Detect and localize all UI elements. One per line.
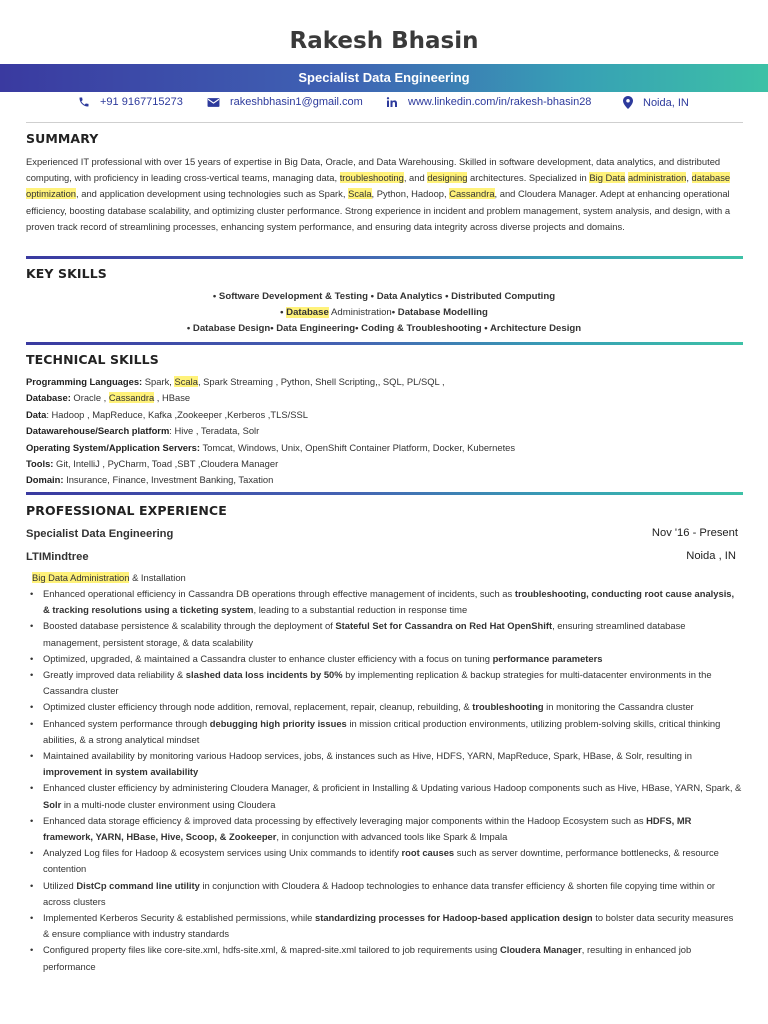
location-pin-icon xyxy=(623,96,633,109)
phone-number: +91 9167715273 xyxy=(100,96,183,108)
highlight: troubleshooting xyxy=(339,172,404,184)
contact-phone[interactable] xyxy=(78,96,183,108)
highlight: Database xyxy=(286,307,329,318)
list-item: • Configured property files like core-site.xml, hdfs-site.xml, & mapred-site.xml tailored to job requirements using Cloudera Manager, resulting in enhanced job performance xyxy=(30,942,742,974)
highlight: Scala xyxy=(174,376,198,387)
contact-bar xyxy=(0,96,768,114)
highlight: Big Data xyxy=(32,572,68,583)
section-divider xyxy=(26,492,743,495)
linkedin-icon xyxy=(386,96,398,108)
section-divider xyxy=(26,256,743,259)
experience-bullets xyxy=(30,586,742,975)
highlight: designing xyxy=(427,172,468,184)
company-name: LTIMindtree xyxy=(26,551,89,563)
skill-row: Database: Oracle , Cassandra , HBase xyxy=(26,392,191,404)
key-skills-heading: KEY SKILLS xyxy=(26,266,107,281)
highlight: database optimization xyxy=(26,172,731,200)
candidate-name: Rakesh Bhasin xyxy=(289,28,479,54)
job-location: Noida , IN xyxy=(686,550,736,562)
key-skills-line: • Database Administration• Database Modelling xyxy=(280,307,488,318)
email-address: rakeshbhasin1@gmail.com xyxy=(230,96,363,108)
technical-skills-heading: TECHNICAL SKILLS xyxy=(26,352,159,367)
highlight: administration xyxy=(627,172,687,184)
job-title: Specialist Data Engineering xyxy=(26,528,174,540)
role-subheading: Big Data Administration & Installation xyxy=(32,572,186,583)
highlight: Big Data xyxy=(589,172,626,184)
list-item: • Enhanced system performance through debugging high priority issues in mission critical production environments, utilizing problem-solving skills, critical thinking abilities, & a strong analytical mindset xyxy=(30,716,742,748)
list-item: • Optimized cluster efficiency through node addition, removal, replacement, repair, cleanup, rebuilding, & troubleshooting in monitoring the Cassandra cluster xyxy=(30,699,742,715)
list-item: • Implemented Kerberos Security & established permissions, while standardizing processes for Hadoop-based application design to bolster data security measures & ensure compliance with industry standards xyxy=(30,910,742,942)
highlight: Scala xyxy=(348,188,372,200)
list-item: • Enhanced data storage efficiency & improved data processing by effectively leveraging major components within the Hadoop Ecosystem such as HDFS, MR framework, YARN, HBase, Hive, Scoop, & Zookeeper, in conjunction with advanced tools like Spark & Impala xyxy=(30,813,742,845)
highlight: Cassandra xyxy=(108,392,155,404)
list-item: • Utilized DistCp command line utility in conjunction with Cloudera & Hadoop technologies to enhance data transfer efficiency & shorten file copying time within or across clusters xyxy=(30,878,742,910)
key-skills-line: • Database Design• Data Engineering• Coding & Troubleshooting • Architecture Design xyxy=(186,323,582,334)
skill-row: Domain: Insurance, Finance, Investment Banking, Taxation xyxy=(26,474,274,486)
skill-row: Operating System/Application Servers: Tomcat, Windows, Unix, OpenShift Container Platform, Docker, Kubernetes xyxy=(26,441,516,453)
job-dates: Nov '16 - Present xyxy=(651,527,738,539)
experience-heading: PROFESSIONAL EXPERIENCE xyxy=(26,503,227,518)
job-title-banner: Specialist Data Engineering xyxy=(0,64,768,92)
key-skills-list xyxy=(0,289,768,337)
list-item: • Maintained availability by monitoring various Hadoop services, jobs, & instances such as Hive, HDFS, YARN, MapReduce, Spark, HBase, & Solr, resulting in improvement in system availability xyxy=(30,748,742,780)
skill-row: Programming Languages: Spark, Scala, Spark Streaming , Python, Shell Scripting,, SQL, PL/SQL , xyxy=(26,376,445,387)
section-divider xyxy=(26,342,743,345)
skill-row: Tools: Git, IntelliJ , PyCharm, Toad ,SBT ,Cloudera Manager xyxy=(26,458,279,470)
key-skills-line: • Software Development & Testing • Data Analytics • Distributed Computing xyxy=(212,291,556,302)
mail-icon xyxy=(207,97,220,108)
skill-row: Datawarehouse/Search platform: Hive , Teradata, Solr xyxy=(26,425,260,437)
technical-skills-list xyxy=(26,374,744,489)
contact-location xyxy=(623,96,689,109)
list-item: • Enhanced cluster efficiency by administering Cloudera Manager, & proficient in Installing & Updating various Hadoop components such as Hive, HBase, YARN, Spark, & Solr in a multi-node cluster environment using Cloudera xyxy=(30,780,742,812)
highlight: Administration xyxy=(70,572,130,583)
linkedin-url: www.linkedin.com/in/rakesh-bhasin28 xyxy=(408,96,592,108)
contact-linkedin[interactable] xyxy=(386,96,591,108)
header-divider xyxy=(26,122,743,123)
skill-row: Data: Hadoop , MapReduce, Kafka ,Zookeeper ,Kerberos ,TLS/SSL xyxy=(26,408,308,420)
highlight: Cassandra xyxy=(449,188,495,200)
location-text: Noida, IN xyxy=(643,96,689,109)
list-item: • Optimized, upgraded, & maintained a Cassandra cluster to enhance cluster efficiency with a focus on tuning performance parameters xyxy=(30,651,742,667)
contact-email[interactable] xyxy=(207,96,363,108)
list-item: • Greatly improved data reliability & slashed data loss incidents by 50% by implementing replication & backup strategies for multi-datacenter environments in the Cassandra cluster xyxy=(30,667,742,699)
list-item: • Enhanced operational efficiency in Cassandra DB operations through effective management of incidents, such as troubleshooting, conducting root cause analysis, & tracking resolutions using a ticketing system, leading to a substantial reduction in response time xyxy=(30,586,742,618)
summary-text: Experienced IT professional with over 15 years of expertise in Big Data, Oracle, and Data Warehousing. Skilled in software development, data analytics, and distributed computing, with proficiency in leading cross-vertical teams, managing data, troubleshooting, and designing architectures. Specialized in Big Data administration, database optimization, and application development using technologies such as Spark, Scala, Python, Hadoop, Cassandra, and Cloudera Manager. Adept at enhancing operational efficiency, boosting database scalability, and optimizing cluster performance. Strong experience in incident and problem management, system analysis, and design, with a proven track record of streamlining processes, enhancing system performance, and ensuring data integrity across diverse projects and domains. xyxy=(26,156,731,232)
phone-icon xyxy=(78,96,90,108)
list-item: • Analyzed Log files for Hadoop & ecosystem services using Unix commands to identify root causes such as server downtime, performance bottlenecks, & resource contention xyxy=(30,845,742,877)
list-item: • Boosted database persistence & scalability through the deployment of Stateful Set for Cassandra on Red Hat OpenShift, ensuring streamlined database management, persistent storage, & data scalability xyxy=(30,618,742,650)
summary-heading: SUMMARY xyxy=(26,131,99,146)
